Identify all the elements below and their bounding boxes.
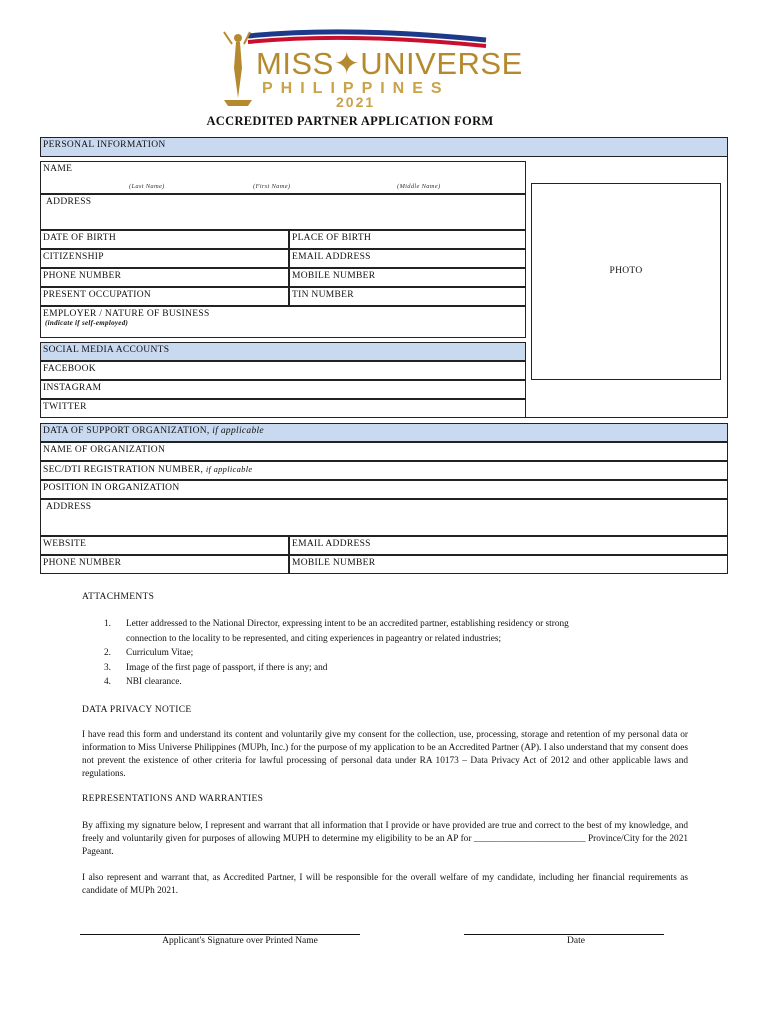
employer-note: (indicate if self-employed) [45, 319, 129, 327]
email-field[interactable] [289, 249, 526, 268]
sec-dti-label: SEC/DTI REGISTRATION NUMBER, [43, 465, 204, 475]
list-item: 4. NBI clearance. [104, 677, 182, 687]
organization-header-note: if applicable [212, 426, 264, 436]
org-position-field[interactable] [40, 480, 728, 499]
name-field[interactable] [40, 161, 526, 194]
phone-field[interactable] [40, 268, 289, 287]
tin-label: TIN NUMBER [292, 290, 354, 300]
social-media-header-label: SOCIAL MEDIA ACCOUNTS [43, 345, 170, 355]
signature-line[interactable] [80, 934, 360, 935]
citizenship-field[interactable] [40, 249, 289, 268]
signature-label: Applicant's Signature over Printed Name [162, 936, 318, 946]
list-item: 1. Letter addressed to the National Director, expressing intent to be an accredited partner, establishing residency or strong [104, 619, 569, 629]
date-line[interactable] [464, 934, 664, 935]
twitter-field[interactable] [40, 399, 526, 418]
instagram-label: INSTAGRAM [43, 383, 102, 393]
list-item: 3. Image of the first page of passport, if there is any; and [104, 662, 328, 673]
personal-info-header [40, 137, 728, 157]
occupation-label: PRESENT OCCUPATION [43, 290, 152, 300]
twitter-label: TWITTER [43, 402, 87, 412]
dob-label: DATE OF BIRTH [43, 233, 116, 243]
photo-label: PHOTO [609, 266, 643, 276]
date-of-birth-field[interactable] [40, 230, 289, 249]
attachments-title: ATTACHMENTS [82, 592, 155, 602]
org-mobile-field[interactable] [289, 555, 728, 574]
representations-text-2: I also represent and warrant that, as Accredited Partner, I will be responsible for the overall welfare of my candidate, including her financial requirements as candidate of MUPh 2021. [82, 873, 688, 896]
org-phone-field[interactable] [40, 555, 289, 574]
name-label: NAME [43, 164, 73, 174]
employer-field[interactable] [40, 306, 526, 338]
representations-text-1: By affixing my signature below, I represent and warrant that all information that I provide or have provided are true and correct to the best of my knowledge, and freely and voluntarily given for purposes of allowing MUPH to determine my eligibility to be an AP for ________________________ Province/City for the 2021 Pageant. [82, 821, 688, 857]
org-name-label: NAME OF ORGANIZATION [43, 445, 166, 455]
privacy-text: I have read this form and understand its content and voluntarily give my consent for the collection, use, processing, storage and retention of my personal data or information to Miss Universe Philippines (MUPh, Inc.) for the purpose of my application to be an Accredited Partner (AP). I also understand that my consent does not prevent the existence of other criteria for lawful processing of personal data under RA 10173 – Data Privacy Act of 2012 and other applicable laws and regulations. [82, 730, 688, 779]
list-item: connection to the locality to be represented, and citing experiences in pageantry or related industries; [126, 633, 502, 644]
org-email-field[interactable] [289, 536, 728, 555]
org-phone-label: PHONE NUMBER [43, 558, 122, 568]
attachments-list [104, 617, 684, 690]
employer-label: EMPLOYER / NATURE OF BUSINESS [43, 309, 210, 319]
sec-dti-note: if applicable [205, 464, 253, 474]
org-email-label: EMAIL ADDRESS [292, 539, 371, 549]
org-position-label: POSITION IN ORGANIZATION [43, 483, 180, 493]
first-name-hint: (First Name) [253, 183, 291, 190]
organization-header [40, 423, 728, 442]
org-address-label: ADDRESS [46, 502, 92, 512]
facebook-field[interactable] [40, 361, 526, 380]
date-label: Date [567, 936, 585, 946]
middle-name-hint: (Middle Name) [397, 183, 441, 190]
occupation-field[interactable] [40, 287, 289, 306]
photo-box[interactable] [531, 183, 721, 380]
organization-header-label: DATA OF SUPPORT ORGANIZATION, [43, 426, 210, 436]
org-website-field[interactable] [40, 536, 289, 555]
facebook-label: FACEBOOK [43, 364, 96, 374]
org-address-field[interactable] [40, 499, 728, 536]
logo-subtitle: PHILIPPINES [262, 80, 450, 97]
org-mobile-label: MOBILE NUMBER [292, 558, 376, 568]
logo-year: 2021 [336, 94, 376, 110]
address-field[interactable] [40, 194, 526, 230]
instagram-field[interactable] [40, 380, 526, 399]
logo-title: MISS✦UNIVERSE [256, 46, 523, 81]
phone-label: PHONE NUMBER [43, 271, 122, 281]
mobile-label: MOBILE NUMBER [292, 271, 376, 281]
last-name-hint: (Last Name) [129, 183, 165, 190]
miss-universe-logo [218, 28, 523, 112]
form-title: ACCREDITED PARTNER APPLICATION FORM [206, 114, 494, 128]
list-item: 2. Curriculum Vitae; [104, 648, 194, 658]
representations-title: REPRESENTATIONS AND WARRANTIES [82, 794, 264, 804]
social-media-header [40, 342, 526, 361]
email-label: EMAIL ADDRESS [292, 252, 371, 262]
privacy-title: DATA PRIVACY NOTICE [82, 705, 192, 715]
citizenship-label: CITIZENSHIP [43, 252, 104, 262]
tin-field[interactable] [289, 287, 526, 306]
place-of-birth-field[interactable] [289, 230, 526, 249]
mobile-field[interactable] [289, 268, 526, 287]
org-name-field[interactable] [40, 442, 728, 461]
address-label: ADDRESS [46, 197, 92, 207]
org-website-label: WEBSITE [43, 539, 87, 549]
sec-dti-field[interactable] [40, 461, 728, 480]
personal-info-header-label: PERSONAL INFORMATION [43, 140, 166, 150]
pob-label: PLACE OF BIRTH [292, 233, 372, 243]
